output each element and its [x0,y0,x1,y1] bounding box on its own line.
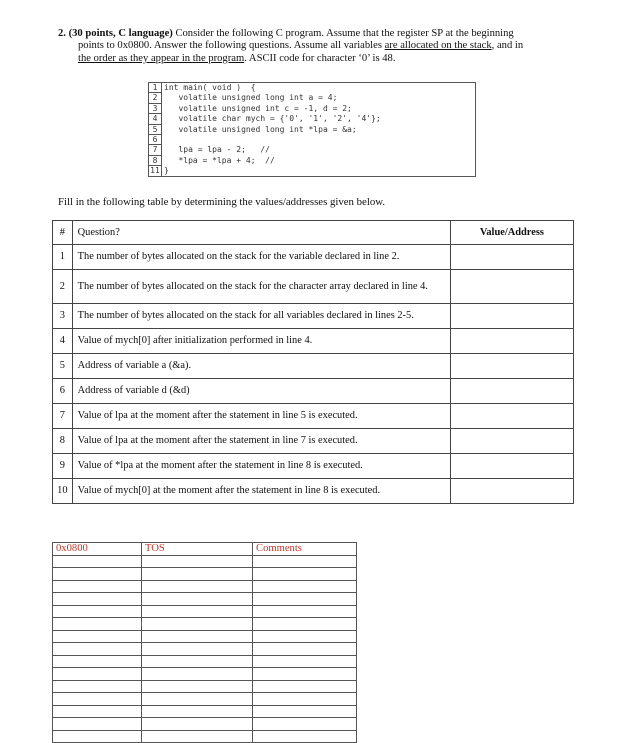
stack-address-cell[interactable] [53,730,142,743]
question-number: 8 [53,429,73,454]
stack-value-cell[interactable] [142,618,253,631]
code-line-text: volatile char mych = {'0', '1', '2', '4'}; [162,114,476,124]
table-row [53,429,574,454]
stack-address-cell[interactable] [53,643,142,656]
table-row [53,479,574,504]
stack-comment-cell[interactable] [253,618,357,631]
stack-address-cell[interactable] [53,605,142,618]
stack-address-cell[interactable] [53,668,142,681]
question-text: Address of variable a (&a). [72,354,450,379]
problem-line1: Consider the following C program. Assume that the register SP at the beginning [172,28,514,39]
header-value-address: Value/Address [450,221,573,245]
question-number: 5 [53,354,73,379]
stack-value-cell[interactable] [142,568,253,581]
stack-header-tos: TOS [142,543,253,556]
fill-instructions: Fill in the following table by determining the values/addresses given below. [58,196,386,208]
stack-row [53,568,357,581]
question-number: 9 [53,454,73,479]
table-row [53,379,574,404]
code-line-number: 6 [149,135,162,145]
table-row [53,245,574,270]
code-line-number: 5 [149,124,162,134]
stack-row [53,643,357,656]
problem-line2-underlined: are allocated on the stack [384,40,492,52]
problem-statement [58,28,578,65]
answer-cell[interactable] [450,379,573,404]
table-row [53,304,574,329]
stack-row [53,580,357,593]
question-text: The number of bytes allocated on the stack for the character array declared in line 4. [72,270,450,304]
stack-comment-cell[interactable] [253,593,357,606]
stack-row [53,630,357,643]
stack-header-address: 0x0800 [53,543,142,556]
code-line [149,103,476,113]
code-line-text: volatile unsigned int c = -1, d = 2; [162,103,476,113]
question-text: The number of bytes allocated on the stack for all variables declared in lines 2-5. [72,304,450,329]
question-text: The number of bytes allocated on the stack for the variable declared in line 2. [72,245,450,270]
stack-header-row [53,543,357,556]
problem-number: 2. [58,28,66,39]
table-row [53,270,574,304]
answer-cell[interactable] [450,429,573,454]
question-text: Value of lpa at the moment after the statement in line 7 is executed. [72,429,450,454]
answer-cell[interactable] [450,454,573,479]
stack-comment-cell[interactable] [253,568,357,581]
stack-row [53,655,357,668]
code-line-number: 8 [149,155,162,165]
question-text: Address of variable d (&d) [72,379,450,404]
code-line-number: 2 [149,93,162,103]
code-line [149,166,476,176]
problem-line2-pre: points to 0x0800. Answer the following questions. Assume all variables [78,40,385,52]
code-line-text [162,135,476,145]
question-number: 10 [53,479,73,504]
stack-row [53,605,357,618]
stack-address-cell[interactable] [53,718,142,731]
code-line-number: 11 [150,166,160,176]
stack-comment-cell[interactable] [253,580,357,593]
stack-row [53,730,357,743]
stack-comment-cell[interactable] [253,705,357,718]
stack-value-cell[interactable] [142,555,253,568]
stack-address-cell[interactable] [53,580,142,593]
question-number: 4 [53,329,73,354]
question-number: 3 [53,304,73,329]
stack-address-cell[interactable] [53,630,142,643]
stack-value-cell[interactable] [142,693,253,706]
code-line-text: *lpa = *lpa + 4; // [162,155,476,165]
header-question: Question? [72,221,450,245]
code-line-number: 7 [149,145,162,155]
table-row [53,454,574,479]
question-text: Value of lpa at the moment after the statement in line 5 is executed. [72,404,450,429]
stack-row [53,668,357,681]
code-line [149,145,476,155]
stack-address-cell[interactable] [53,655,142,668]
code-line [149,114,476,124]
stack-row [53,705,357,718]
code-line-text: lpa = lpa - 2; // [162,145,476,155]
stack-value-cell[interactable] [142,580,253,593]
problem-points: (30 points, C language) [68,28,173,39]
stack-value-cell[interactable] [142,705,253,718]
code-line-number: 1 [149,83,162,93]
table-row [53,354,574,379]
stack-value-cell[interactable] [142,730,253,743]
code-listing [148,82,476,177]
question-number: 7 [53,404,73,429]
answer-cell[interactable] [450,479,573,504]
problem-line3-post: . ASCII code for character ‘0’ is 48. [244,52,396,64]
stack-comment-cell[interactable] [253,730,357,743]
stack-value-cell[interactable] [142,643,253,656]
question-table [52,220,574,504]
stack-row [53,555,357,568]
stack-address-cell[interactable] [53,705,142,718]
answer-cell[interactable] [450,270,573,304]
code-line [149,135,476,145]
stack-row [53,718,357,731]
answer-cell[interactable] [450,354,573,379]
stack-value-cell[interactable] [142,630,253,643]
code-line-text: volatile unsigned long int *lpa = &a; [162,124,476,134]
stack-address-cell[interactable] [53,618,142,631]
stack-address-cell[interactable] [53,693,142,706]
problem-line2-post: , and in [491,40,524,52]
code-line [149,83,476,93]
answer-cell[interactable] [450,245,573,270]
code-line [149,124,476,134]
code-line-text: int main( void ) { [162,83,476,93]
stack-comment-cell[interactable] [253,718,357,731]
question-text: Value of mych[0] at the moment after the statement in line 8 is executed. [72,479,450,504]
code-line-number: 3 [149,103,162,113]
stack-comment-cell[interactable] [253,668,357,681]
code-line-number: 4 [149,114,162,124]
answer-cell[interactable] [450,404,573,429]
question-number: 1 [53,245,73,270]
problem-line3-underlined: the order as they appear in the program [78,52,245,64]
table-row [53,404,574,429]
stack-value-cell[interactable] [142,655,253,668]
stack-comment-cell[interactable] [253,680,357,693]
table-row [53,329,574,354]
stack-row [53,618,357,631]
stack-row [53,693,357,706]
code-line-text: volatile unsigned long int a = 4; [162,93,476,103]
stack-comment-cell[interactable] [253,643,357,656]
stack-comment-cell[interactable] [253,605,357,618]
stack-address-cell[interactable] [53,568,142,581]
stack-value-cell[interactable] [142,680,253,693]
question-text: Value of mych[0] after initialization performed in line 4. [72,329,450,354]
answer-cell[interactable] [450,304,573,329]
stack-address-cell[interactable] [53,555,142,568]
code-line [149,155,476,165]
question-table-header [53,221,574,245]
stack-row [53,593,357,606]
code-line [149,93,476,103]
stack-comment-cell[interactable] [253,630,357,643]
stack-header-comments: Comments [253,543,357,556]
stack-table [52,542,357,743]
stack-comment-cell[interactable] [253,655,357,668]
stack-value-cell[interactable] [142,668,253,681]
stack-value-cell[interactable] [142,718,253,731]
answer-cell[interactable] [450,329,573,354]
stack-address-cell[interactable] [53,593,142,606]
question-number: 6 [53,379,73,404]
stack-address-cell[interactable] [53,680,142,693]
question-number: 2 [53,270,73,304]
code-line-text: } [162,166,476,176]
stack-comment-cell[interactable] [253,555,357,568]
stack-value-cell[interactable] [142,593,253,606]
stack-value-cell[interactable] [142,605,253,618]
question-text: Value of *lpa at the moment after the statement in line 8 is executed. [72,454,450,479]
header-num: # [53,221,73,245]
stack-row [53,680,357,693]
stack-comment-cell[interactable] [253,693,357,706]
